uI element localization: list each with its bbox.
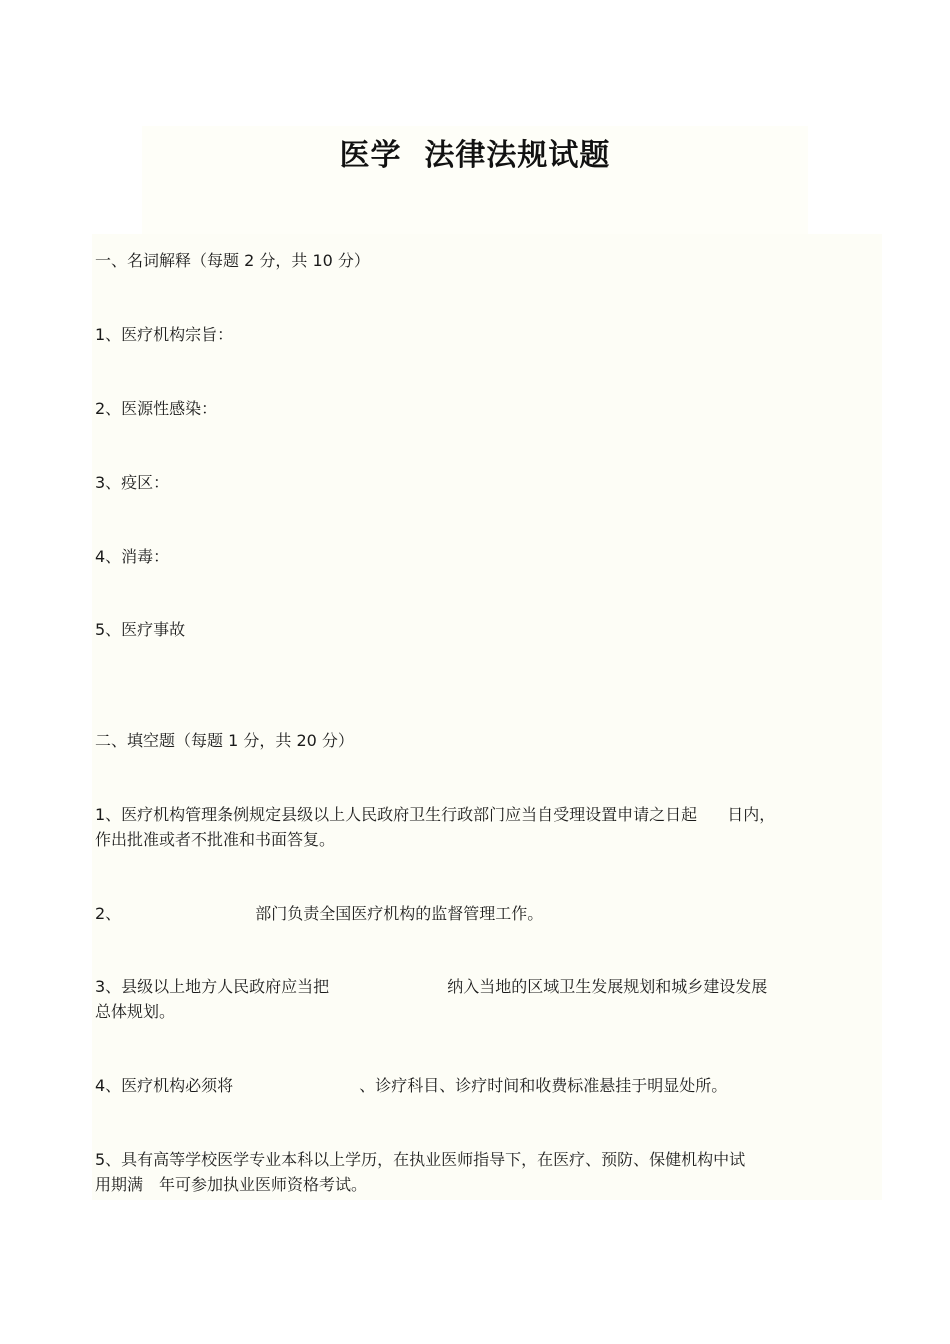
fill-question-4-suffix: 、诊疗科目、诊疗时间和收费标准悬挂于明显处所。 (359, 1076, 728, 1095)
fill-question-1-line-1 (95, 803, 775, 827)
section-1-heading: 一、名词解释（每题 2 分，共 10 分） (95, 251, 370, 270)
fill-question-2-prefix: 2、 (95, 904, 122, 923)
fill-question-5-line-1: 5、具有高等学校医学专业本科以上学历，在执业医师指导下，在医疗、预防、保健机构中试 (95, 1150, 746, 1169)
term-item-4: 4、消毒： (95, 547, 170, 566)
document-title: 医学 法律法规试题 (339, 138, 611, 173)
fill-question-3-text-a: 3、县级以上地方人民政府应当把 (95, 977, 330, 996)
fill-question-5-line-2 (95, 1173, 367, 1197)
fill-question-3-text-b: 纳入当地的区域卫生发展规划和城乡建设发展 (447, 977, 768, 996)
fill-question-5-text-a: 用期满 (95, 1175, 144, 1194)
term-item-2: 2、医源性感染： (95, 399, 218, 418)
fill-question-4-prefix: 4、医疗机构必须将 (95, 1076, 234, 1095)
fill-question-4 (95, 1074, 727, 1098)
fill-question-1-text-b: 日内， (727, 805, 776, 824)
fill-question-1-text-a: 1、医疗机构管理条例规定县级以上人民政府卫生行政部门应当自受理设置申请之日起 (95, 805, 698, 824)
fill-question-2 (95, 902, 543, 926)
fill-question-1-line-2: 作出批准或者不批准和书面答复。 (95, 830, 336, 849)
fill-question-5-text-b: 年可参加执业医师资格考试。 (159, 1175, 368, 1194)
term-item-1: 1、医疗机构宗旨： (95, 325, 234, 344)
section-2-heading: 二、填空题（每题 1 分，共 20 分） (95, 731, 354, 750)
term-item-3: 3、疫区： (95, 473, 170, 492)
content-background (92, 234, 882, 1200)
fill-question-3-line-2: 总体规划。 (95, 1002, 176, 1021)
fill-question-3-line-1 (95, 975, 767, 999)
fill-question-2-suffix: 部门负责全国医疗机构的监督管理工作。 (255, 904, 544, 923)
term-item-5: 5、医疗事故 (95, 620, 186, 639)
